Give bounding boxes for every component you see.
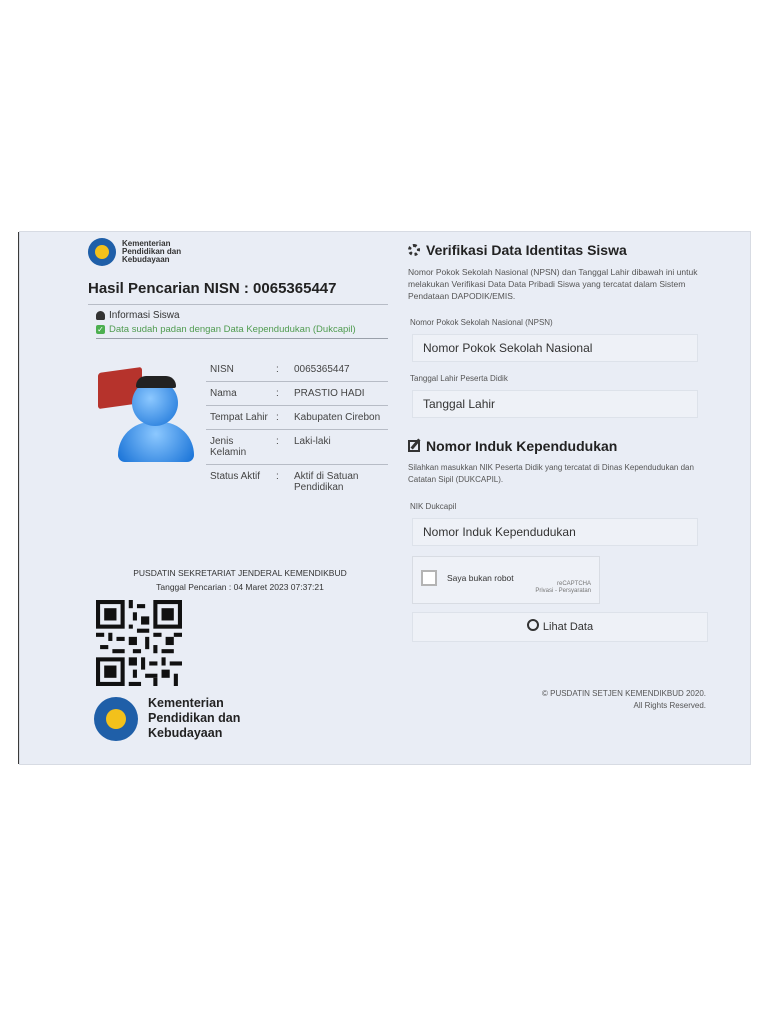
field-key: Jenis Kelamin — [206, 430, 272, 465]
student-info-table — [206, 358, 388, 499]
qr-code — [94, 600, 184, 686]
student-avatar — [98, 364, 198, 464]
field-value: Aktif di Satuan Pendidikan — [294, 471, 359, 493]
field-value: PRASTIO HADI — [290, 382, 388, 406]
nik-label: NIK Dukcapil — [410, 502, 457, 511]
recaptcha-brand-name: reCAPTCHA — [556, 581, 591, 587]
field-sep: : — [272, 406, 290, 430]
dob-label: Tanggal Lahir Peserta Didik — [410, 374, 508, 383]
field-value: Laki-laki — [290, 430, 388, 465]
search-icon — [527, 619, 539, 631]
verification-status — [96, 324, 356, 335]
field-key: Nama — [206, 382, 272, 406]
recaptcha-privacy: Privasi - Persyaratan — [535, 588, 591, 594]
recaptcha-widget — [412, 556, 600, 604]
dob-field[interactable]: Tanggal Lahir — [412, 390, 698, 418]
nik-heading-text: Nomor Induk Kependudukan — [426, 438, 618, 454]
ministry-name-large: Kementerian Pendidikan dan Kebudayaan — [148, 696, 241, 740]
field-sep: : — [276, 471, 279, 482]
table-row — [206, 465, 388, 500]
field-key: NISN — [206, 358, 272, 382]
search-date: Tanggal Pencarian : 04 Maret 2023 07:37:21 — [156, 582, 324, 592]
student-info-label: Informasi Siswa — [109, 310, 180, 321]
table-row — [206, 406, 388, 430]
recaptcha-checkbox[interactable] — [421, 570, 437, 586]
table-row — [206, 382, 388, 406]
recaptcha-brand — [535, 581, 591, 595]
ministry-emblem-icon — [88, 238, 116, 266]
footer — [542, 688, 706, 712]
nik-description: Silahkan masukkan NIK Peserta Didik yang tercatat di Dinas Kependudukan dan Catatan Sipil (DUKCAPIL). — [408, 463, 694, 484]
nik-heading — [408, 438, 617, 454]
npsn-label: Nomor Pokok Sekolah Nasional (NPSN) — [410, 318, 553, 327]
footer-copyright: © PUSDATIN SETJEN KEMENDIKBUD 2020. — [541, 689, 706, 698]
ministry-name-small: Kementerian Pendidikan dan Kebudayaan — [122, 239, 182, 264]
field-value: Kabupaten Cirebon — [290, 406, 388, 430]
field-key: Status Aktif — [210, 471, 261, 482]
field-sep: : — [272, 358, 290, 382]
issuer-block — [90, 568, 390, 596]
printed-sheet — [20, 232, 750, 764]
issuer-name: PUSDATIN SEKRETARIAT JENDERAL KEMENDIKBUD — [133, 568, 347, 578]
verify-heading — [408, 242, 627, 258]
verify-heading-text: Verifikasi Data Identitas Siswa — [426, 242, 627, 258]
field-sep: : — [272, 430, 290, 465]
status-text: Data sudah padan dengan Data Kependudukan (Dukcapil) — [109, 324, 356, 335]
npsn-field[interactable]: Nomor Pokok Sekolah Nasional — [412, 334, 698, 362]
divider — [88, 304, 388, 305]
field-sep: : — [272, 382, 290, 406]
lihat-data-button[interactable] — [412, 612, 708, 642]
edit-icon — [408, 440, 420, 452]
divider — [96, 338, 388, 339]
check-icon: ✓ — [97, 325, 104, 334]
lihat-data-label: Lihat Data — [542, 621, 594, 633]
user-icon — [96, 311, 105, 320]
footer-rights: All Rights Reserved. — [633, 701, 706, 710]
field-value: 0065365447 — [290, 358, 388, 382]
gear-icon — [408, 244, 420, 256]
field-key: Tempat Lahir — [206, 406, 272, 430]
ministry-logo-small — [88, 238, 182, 266]
recaptcha-label: Saya bukan robot — [447, 573, 514, 583]
table-row — [206, 358, 388, 382]
nik-field[interactable]: Nomor Induk Kependudukan — [412, 518, 698, 546]
result-title: Hasil Pencarian NISN : 0065365447 — [88, 280, 337, 297]
verify-description: Nomor Pokok Sekolah Nasional (NPSN) dan Tanggal Lahir dibawah ini untuk melakukan Verifikasi Data Data Pribadi Siswa yang tercatat dalam Sistem Pendataan DAPODIK/EMIS. — [408, 267, 698, 301]
ministry-logo-large — [94, 696, 248, 741]
table-row — [206, 430, 388, 465]
ministry-emblem-icon — [94, 697, 138, 741]
student-info-heading — [96, 310, 180, 321]
